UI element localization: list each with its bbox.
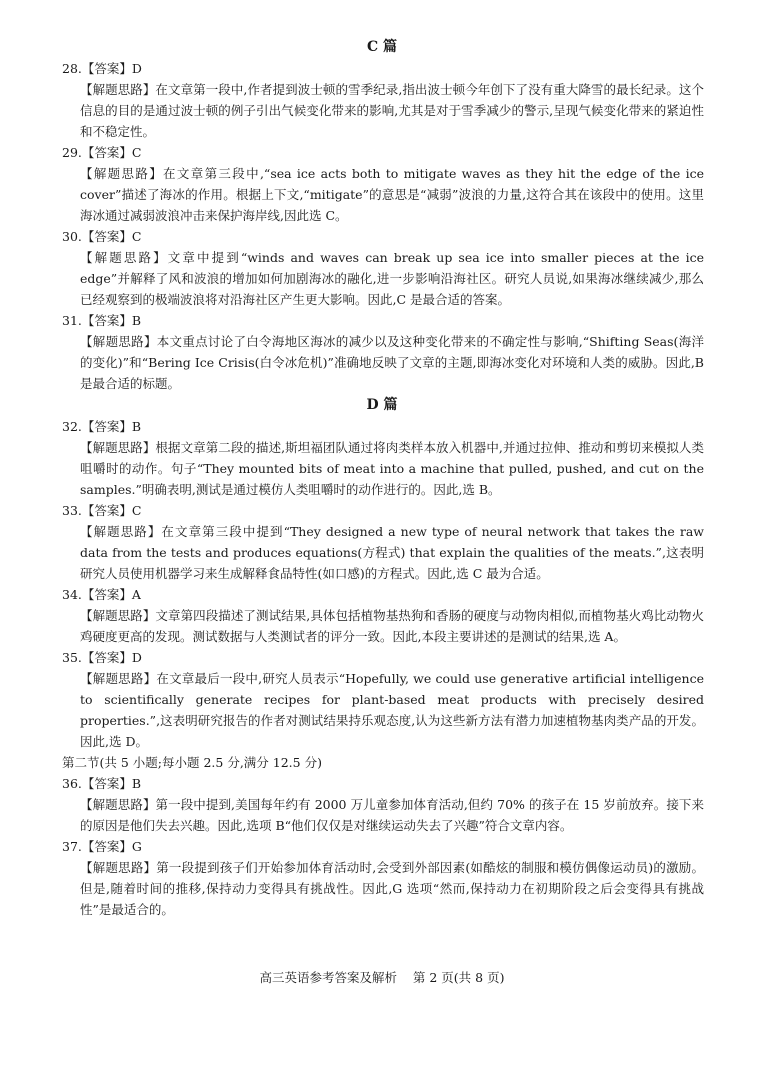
answer-line: 29.【答案】C bbox=[62, 145, 142, 160]
page-footer: 高三英语参考答案及解析 第 2 页(共 8 页) bbox=[259, 970, 505, 985]
answer-line: 31.【答案】B bbox=[62, 313, 142, 328]
question-37 bbox=[0, 836, 764, 920]
analysis-text: 【解题思路】第一段提到孩子们开始参加体育活动时,会受到外部因素(如酷炫的制服和模仿偶像运动员)的激励。但是,随着时间的推移,保持动力变得具有挑战性。因此,G 选项“然而,保持动力在初期阶段之后会变得具有挑战性”是最适合的。 bbox=[80, 860, 704, 917]
question-28 bbox=[0, 58, 764, 142]
answer-line: 34.【答案】A bbox=[62, 587, 141, 602]
analysis-text: 【解题思路】第一段中提到,美国每年约有 2000 万儿童参加体育活动,但约 70% 的孩子在 15 岁前放弃。接下来的原因是他们失去兴趣。因此,选项 B“他们仅仅是对继续运动失去了兴趣”符合文章内容。 bbox=[80, 797, 704, 833]
question-32 bbox=[0, 416, 764, 500]
question-31 bbox=[0, 310, 764, 394]
question-33 bbox=[0, 500, 764, 584]
answer-line: 32.【答案】B bbox=[62, 419, 142, 434]
question-34 bbox=[0, 584, 764, 647]
answer-line: 28.【答案】D bbox=[62, 61, 142, 76]
analysis-text: 【解题思路】文章第四段描述了测试结果,具体包括植物基热狗和香肠的硬度与动物肉相似,而植物基火鸡比动物火鸡硬度更高的发现。测试数据与人类测试者的评分一致。因此,本段主要讲述的是测试的结果,选 A。 bbox=[80, 608, 704, 644]
answer-line: 36.【答案】B bbox=[62, 776, 142, 791]
answer-line: 30.【答案】C bbox=[62, 229, 142, 244]
question-29 bbox=[0, 142, 764, 226]
analysis-text: 【解题思路】文章中提到“winds and waves can break up sea ice into smaller pieces at the ice edge”并解释了风和波浪的增加如何加剧海冰的融化,进一步影响沿海社区。研究人员说,如果海冰继续减少,那么已经观察到的极端波浪将对沿海社区产生更大影响。因此,C 是最合适的答案。 bbox=[80, 250, 704, 307]
question-36 bbox=[0, 773, 764, 836]
analysis-text: 【解题思路】本文重点讨论了白令海地区海冰的减少以及这种变化带来的不确定性与影响,“Shifting Seas(海洋的变化)”和“Bering Ice Crisis(白令冰危机)”准确地反映了文章的主题,即海冰变化对环境和人类的威胁。因此,B 是最合适的标题。 bbox=[80, 334, 704, 391]
answer-line: 37.【答案】G bbox=[62, 839, 142, 854]
question-35 bbox=[0, 647, 764, 752]
answer-line: 35.【答案】D bbox=[62, 650, 142, 665]
analysis-text: 【解题思路】根据文章第二段的描述,斯坦福团队通过将肉类样本放入机器中,并通过拉伸、推动和剪切来模拟人类咀嚼时的动作。句子“They mounted bits of meat into a machine that pulled, pushed, and cut on the samples.”明确表明,测试是通过模仿人类咀嚼时的动作进行的。因此,选 B。 bbox=[80, 440, 704, 497]
section-c-title: C 篇 bbox=[366, 39, 398, 55]
part-two-heading: 第二节(共 5 小题;每小题 2.5 分,满分 12.5 分) bbox=[62, 755, 322, 770]
analysis-text: 【解题思路】在文章第三段中提到“They designed a new type of neural network that takes the raw data from the tests and produces equations(方程式) that explain the qualities of the meats.”,这表明研究人员使用机器学习来生成解释食品特性(如口感)的方程式。因此,选 C 最为合适。 bbox=[80, 524, 704, 581]
section-d-title: D 篇 bbox=[366, 397, 398, 413]
question-30 bbox=[0, 226, 764, 310]
analysis-text: 【解题思路】在文章第三段中,“sea ice acts both to mitigate waves as they hit the edge of the ice cover”描述了海冰的作用。根据上下文,“mitigate”的意思是“减弱”波浪的力量,这符合其在该段中的使用。这里海冰通过减弱波浪冲击来保护海岸线,因此选 C。 bbox=[80, 166, 704, 223]
analysis-text: 【解题思路】在文章第一段中,作者提到波士顿的雪季纪录,指出波士顿今年创下了没有重大降雪的最长纪录。这个信息的目的是通过波士顿的例子引出气候变化带来的影响,尤其是对于雪季减少的警示,呈现气候变化带来的紧迫性和不稳定性。 bbox=[80, 82, 704, 139]
analysis-text: 【解题思路】在文章最后一段中,研究人员表示“Hopefully, we could use generative artificial intelligence to scientifically generate recipes for plant-based meat products with precisely desired properties.”,这表明研究报告的作者对测试结果持乐观态度,认为这些新方法有潜力加速植物基肉类产品的开发。因此,选 D。 bbox=[80, 671, 704, 749]
answer-line: 33.【答案】C bbox=[62, 503, 142, 518]
